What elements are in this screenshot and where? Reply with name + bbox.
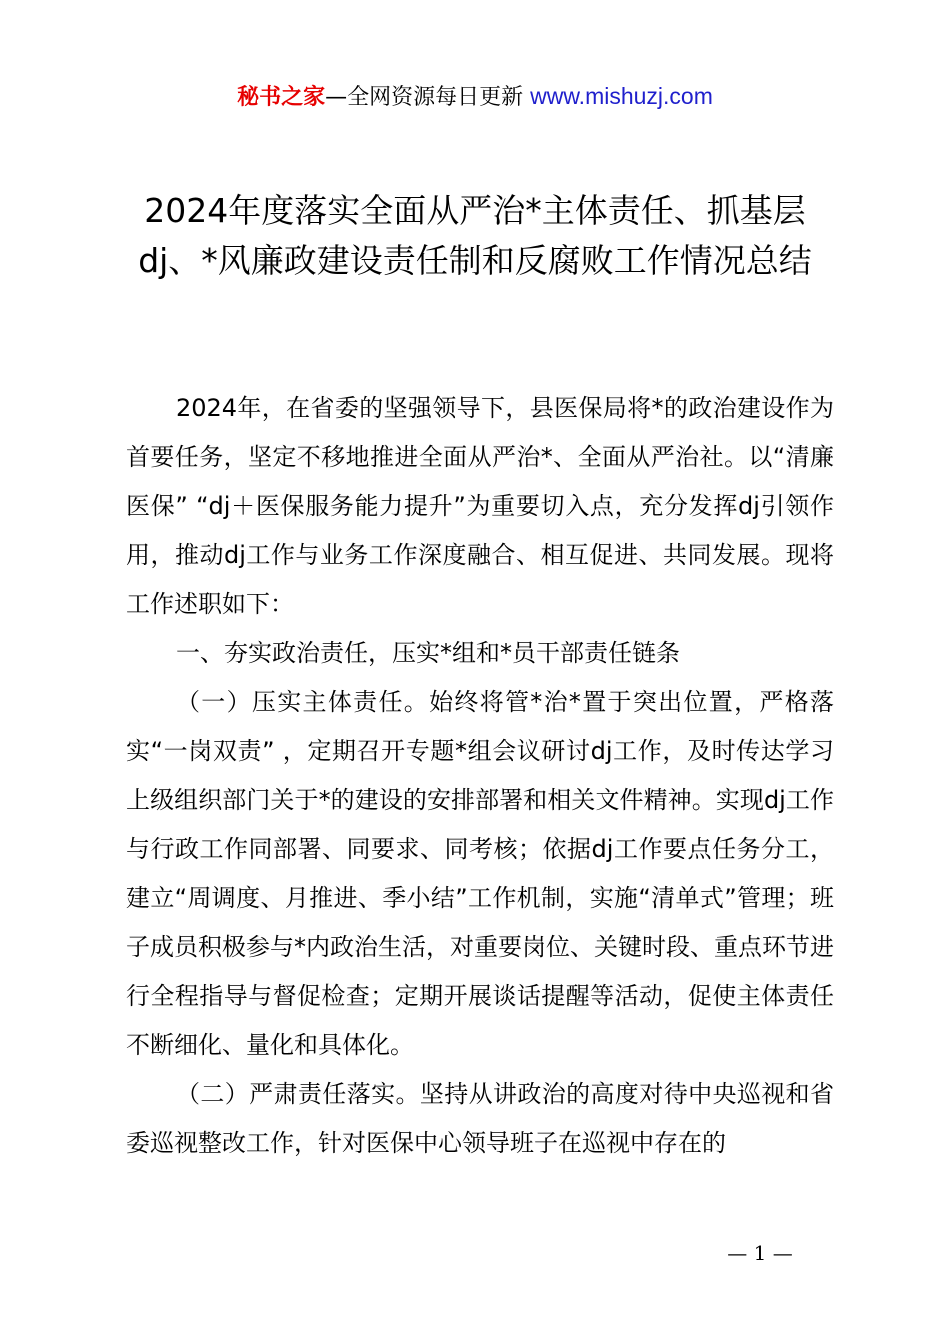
body-paragraph: （二）严肃责任落实。坚持从讲政治的高度对待中央巡视和省委巡视整改工作，针对医保中心领导班子在巡视中存在的 xyxy=(126,1080,834,1157)
page-number: — 1 — xyxy=(727,1241,793,1265)
brand-name: 秘书之家 xyxy=(237,85,326,110)
header-tagline: —全网资源每日更新 xyxy=(325,85,524,110)
site-header-banner xyxy=(0,82,950,112)
document-title: 2024年度落实全面从严治*主体责任、抓基层dj、*风廉政建设责任制和反腐败工作情况总结 xyxy=(138,191,812,280)
body-paragraph: （一）压实主体责任。始终将管*治*置于突出位置，严格落实“一岗双责” ，定期召开专题*组会议研讨dj工作，及时传达学习上级组织部门关于*的建设的安排部署和相关文件精神。实现dj工作与行政工作同部署、同要求、同考核；依据dj工作要点任务分工，建立“周调度、月推进、季小结”工作机制，实施“清单式”管理；班子成员积极参与*内政治生活，对重要岗位、关键时段、重点环节进行全程指导与督促检查；定期开展谈话提醒等活动，促使主体责任不断细化、量化和具体化。 xyxy=(126,688,834,1059)
site-url-link[interactable]: www.mishuzj.com xyxy=(530,83,713,109)
body-paragraph: 2024年，在省委的坚强领导下，县医保局将*的政治建设作为首要任务，坚定不移地推进全面从严治*、全面从严治社。以“清廉医保” “dj＋医保服务能力提升”为重要切入点，充分发挥dj引领作用，推动dj工作与业务工作深度融合、相互促进、共同发展。现将工作述职如下： xyxy=(126,394,834,618)
document-body xyxy=(126,384,834,1168)
section-heading: 一、夯实政治责任，压实*组和*员干部责任链条 xyxy=(176,639,680,667)
